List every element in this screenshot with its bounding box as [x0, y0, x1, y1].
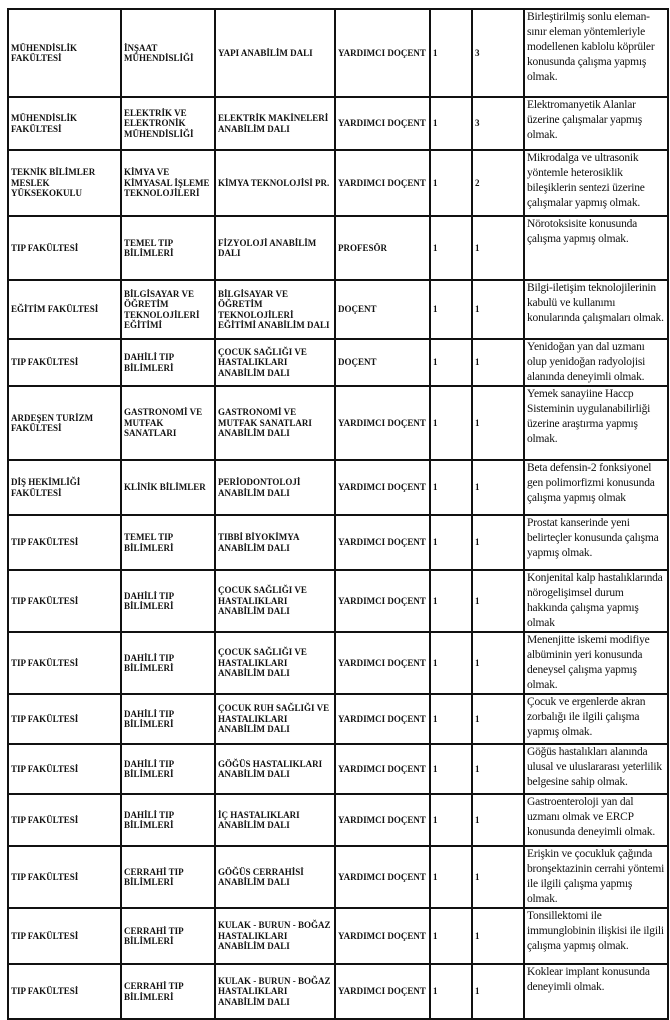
count-cell: 1: [430, 280, 472, 339]
count-cell: 1: [430, 339, 472, 386]
degree-cell: 2: [472, 150, 524, 216]
division-cell: ÇOCUK SAĞLIĞI VE HASTALIKLARI ANABİLİM DALI: [215, 570, 335, 632]
requirement-cell: Mikrodalga ve ultrasonik yöntemle heterosiklik bileşiklerin sentezi üzerine çalışmalar yapmış olmak.: [524, 150, 668, 216]
faculty-cell: MÜHENDİSLİK FAKÜLTESİ: [8, 97, 121, 150]
degree-cell: 1: [472, 386, 524, 460]
division-cell: YAPI ANABİLİM DALI: [215, 9, 335, 97]
division-cell: ÇOCUK SAĞLIĞI VE HASTALIKLARI ANABİLİM DALI: [215, 632, 335, 694]
faculty-cell: TIP FAKÜLTESİ: [8, 515, 121, 570]
degree-cell: 3: [472, 9, 524, 97]
department-cell: DAHİLİ TIP BİLİMLERİ: [121, 339, 215, 386]
department-cell: İNŞAAT MÜHENDİSLİĞİ: [121, 9, 215, 97]
degree-cell: 1: [472, 794, 524, 846]
count-cell: 1: [430, 964, 472, 1019]
count-cell: 1: [430, 216, 472, 280]
faculty-cell: MÜHENDİSLİK FAKÜLTESİ: [8, 9, 121, 97]
table-row: [8, 339, 668, 386]
count-cell: 1: [430, 150, 472, 216]
table-row: [8, 794, 668, 846]
faculty-cell: DİŞ HEKİMLİĞİ FAKÜLTESİ: [8, 460, 121, 515]
degree-cell: 1: [472, 570, 524, 632]
division-cell: İÇ HASTALIKLARI ANABİLİM DALI: [215, 794, 335, 846]
requirement-cell: Menenjitte iskemi modifiye albüminin yeri konusunda deneysel çalışma yapmış olmak.: [524, 632, 668, 694]
title-cell: YARDIMCI DOÇENT: [335, 908, 430, 964]
title-cell: PROFESÖR: [335, 216, 430, 280]
count-cell: 1: [430, 460, 472, 515]
count-cell: 1: [430, 694, 472, 744]
degree-cell: 1: [472, 744, 524, 794]
faculty-cell: TIP FAKÜLTESİ: [8, 570, 121, 632]
degree-cell: 1: [472, 515, 524, 570]
faculty-cell: TIP FAKÜLTESİ: [8, 694, 121, 744]
requirement-cell: Göğüs hastalıkları alanında ulusal ve uluslararası yeterlilik belgesine sahip olmak.: [524, 744, 668, 794]
requirement-cell: Yenidoğan yan dal uzmanı olup yenidoğan radyolojisi alanında deneyimli olmak.: [524, 339, 668, 386]
title-cell: YARDIMCI DOÇENT: [335, 846, 430, 908]
table-row: [8, 744, 668, 794]
faculty-cell: EĞİTİM FAKÜLTESİ: [8, 280, 121, 339]
title-cell: DOÇENT: [335, 339, 430, 386]
division-cell: GASTRONOMİ VE MUTFAK SANATLARI ANABİLİM DALI: [215, 386, 335, 460]
requirement-cell: Nörotoksisite konusunda çalışma yapmış olmak.: [524, 216, 668, 280]
division-cell: KULAK - BURUN - BOĞAZ HASTALIKLARI ANABİLİM DALI: [215, 908, 335, 964]
degree-cell: 1: [472, 216, 524, 280]
count-cell: 1: [430, 744, 472, 794]
faculty-cell: TIP FAKÜLTESİ: [8, 908, 121, 964]
faculty-cell: TEKNİK BİLİMLER MESLEK YÜKSEKOKULU: [8, 150, 121, 216]
division-cell: BİLGİSAYAR VE ÖĞRETİM TEKNOLOJİLERİ EĞİTİMİ ANABİLİM DALI: [215, 280, 335, 339]
department-cell: DAHİLİ TIP BİLİMLERİ: [121, 744, 215, 794]
positions-table: [7, 8, 669, 1020]
department-cell: KİMYA VE KİMYASAL İŞLEME TEKNOLOJİLERİ: [121, 150, 215, 216]
requirement-cell: Erişkin ve çocukluk çağında bronşektazinin cerrahi yöntemi ile ilgili çalışma yapmış olmak.: [524, 846, 668, 908]
count-cell: 1: [430, 515, 472, 570]
department-cell: TEMEL TIP BİLİMLERİ: [121, 216, 215, 280]
department-cell: KLİNİK BİLİMLER: [121, 460, 215, 515]
department-cell: ELEKTRİK VE ELEKTRONİK MÜHENDİSLİĞİ: [121, 97, 215, 150]
requirement-cell: Konjenital kalp hastalıklarında nörogelişimsel durum hakkında çalışma yapmış olmak: [524, 570, 668, 632]
degree-cell: 1: [472, 694, 524, 744]
count-cell: 1: [430, 908, 472, 964]
faculty-cell: TIP FAKÜLTESİ: [8, 846, 121, 908]
title-cell: YARDIMCI DOÇENT: [335, 97, 430, 150]
department-cell: CERRAHİ TIP BİLİMLERİ: [121, 846, 215, 908]
count-cell: 1: [430, 97, 472, 150]
requirement-cell: Tonsillektomi ile immunglobinin ilişkisi ile ilgili çalışma yapmış olmak.: [524, 908, 668, 964]
degree-cell: 1: [472, 964, 524, 1019]
division-cell: ÇOCUK SAĞLIĞI VE HASTALIKLARI ANABİLİM DALI: [215, 339, 335, 386]
faculty-cell: TIP FAKÜLTESİ: [8, 794, 121, 846]
degree-cell: 1: [472, 280, 524, 339]
faculty-cell: TIP FAKÜLTESİ: [8, 216, 121, 280]
department-cell: CERRAHİ TIP BİLİMLERİ: [121, 964, 215, 1019]
department-cell: DAHİLİ TIP BİLİMLERİ: [121, 632, 215, 694]
table-row: [8, 908, 668, 964]
table-row: [8, 846, 668, 908]
division-cell: GÖĞÜS CERRAHİSİ ANABİLİM DALI: [215, 846, 335, 908]
count-cell: 1: [430, 9, 472, 97]
department-cell: CERRAHİ TIP BİLİMLERİ: [121, 908, 215, 964]
faculty-cell: ARDEŞEN TURİZM FAKÜLTESİ: [8, 386, 121, 460]
division-cell: ÇOCUK RUH SAĞLIĞI VE HASTALIKLARI ANABİLİM DALI: [215, 694, 335, 744]
title-cell: YARDIMCI DOÇENT: [335, 964, 430, 1019]
degree-cell: 1: [472, 460, 524, 515]
count-cell: 1: [430, 386, 472, 460]
requirement-cell: Bilgi-iletişim teknolojilerinin kabulü ve kullanımı konularında çalışmaları olmak.: [524, 280, 668, 339]
division-cell: ELEKTRİK MAKİNELERİ ANABİLİM DALI: [215, 97, 335, 150]
table-row: [8, 570, 668, 632]
requirement-cell: Elektromanyetik Alanlar üzerine çalışmalar yapmış olmak.: [524, 97, 668, 150]
department-cell: TEMEL TIP BİLİMLERİ: [121, 515, 215, 570]
degree-cell: 1: [472, 632, 524, 694]
table-row: [8, 632, 668, 694]
table-row: [8, 9, 668, 97]
requirement-cell: Çocuk ve ergenlerde akran zorbalığı ile ilgili çalışma yapmış olmak.: [524, 694, 668, 744]
title-cell: YARDIMCI DOÇENT: [335, 515, 430, 570]
count-cell: 1: [430, 794, 472, 846]
requirement-cell: Yemek sanayiine Haccp Sisteminin uygulanabilirliği üzerine araştırma yapmış olmak.: [524, 386, 668, 460]
requirement-cell: Gastroenteroloji yan dal uzmanı olmak ve ERCP konusunda deneyimli olmak.: [524, 794, 668, 846]
requirement-cell: Birleştirilmiş sonlu eleman-sınır eleman yöntemleriyle modellenen kablolu köprüler konusunda çalışma yapmış olmak.: [524, 9, 668, 97]
title-cell: YARDIMCI DOÇENT: [335, 570, 430, 632]
department-cell: DAHİLİ TIP BİLİMLERİ: [121, 794, 215, 846]
department-cell: DAHİLİ TIP BİLİMLERİ: [121, 570, 215, 632]
requirement-cell: Beta defensin-2 fonksiyonel gen polimorfizmi konusunda çalışma yapmış olmak: [524, 460, 668, 515]
requirement-cell: Prostat kanserinde yeni belirteçler konusunda çalışma yapmış olmak.: [524, 515, 668, 570]
title-cell: YARDIMCI DOÇENT: [335, 150, 430, 216]
title-cell: YARDIMCI DOÇENT: [335, 694, 430, 744]
table-row: [8, 280, 668, 339]
title-cell: YARDIMCI DOÇENT: [335, 632, 430, 694]
division-cell: GÖĞÜS HASTALIKLARI ANABİLİM DALI: [215, 744, 335, 794]
department-cell: BİLGİSAYAR VE ÖĞRETİM TEKNOLOJİLERİ EĞİTİMİ: [121, 280, 215, 339]
table-row: [8, 515, 668, 570]
title-cell: YARDIMCI DOÇENT: [335, 460, 430, 515]
requirement-cell: Koklear implant konusunda deneyimli olmak.: [524, 964, 668, 1019]
table-row: [8, 694, 668, 744]
division-cell: KİMYA TEKNOLOJİSİ PR.: [215, 150, 335, 216]
count-cell: 1: [430, 846, 472, 908]
title-cell: DOÇENT: [335, 280, 430, 339]
department-cell: DAHİLİ TIP BİLİMLERİ: [121, 694, 215, 744]
division-cell: TIBBİ BİYOKİMYA ANABİLİM DALI: [215, 515, 335, 570]
count-cell: 1: [430, 570, 472, 632]
table-row: [8, 97, 668, 150]
count-cell: 1: [430, 632, 472, 694]
table-row: [8, 964, 668, 1019]
degree-cell: 1: [472, 339, 524, 386]
faculty-cell: TIP FAKÜLTESİ: [8, 632, 121, 694]
table-row: [8, 386, 668, 460]
degree-cell: 1: [472, 846, 524, 908]
title-cell: YARDIMCI DOÇENT: [335, 386, 430, 460]
division-cell: FİZYOLOJİ ANABİLİM DALI: [215, 216, 335, 280]
faculty-cell: TIP FAKÜLTESİ: [8, 744, 121, 794]
department-cell: GASTRONOMİ VE MUTFAK SANATLARI: [121, 386, 215, 460]
faculty-cell: TIP FAKÜLTESİ: [8, 339, 121, 386]
table-row: [8, 150, 668, 216]
table-row: [8, 216, 668, 280]
division-cell: KULAK - BURUN - BOĞAZ HASTALIKLARI ANABİLİM DALI: [215, 964, 335, 1019]
division-cell: PERİODONTOLOJİ ANABİLİM DALI: [215, 460, 335, 515]
degree-cell: 3: [472, 97, 524, 150]
title-cell: YARDIMCI DOÇENT: [335, 794, 430, 846]
table-row: [8, 460, 668, 515]
title-cell: YARDIMCI DOÇENT: [335, 744, 430, 794]
degree-cell: 1: [472, 908, 524, 964]
title-cell: YARDIMCI DOÇENT: [335, 9, 430, 97]
faculty-cell: TIP FAKÜLTESİ: [8, 964, 121, 1019]
